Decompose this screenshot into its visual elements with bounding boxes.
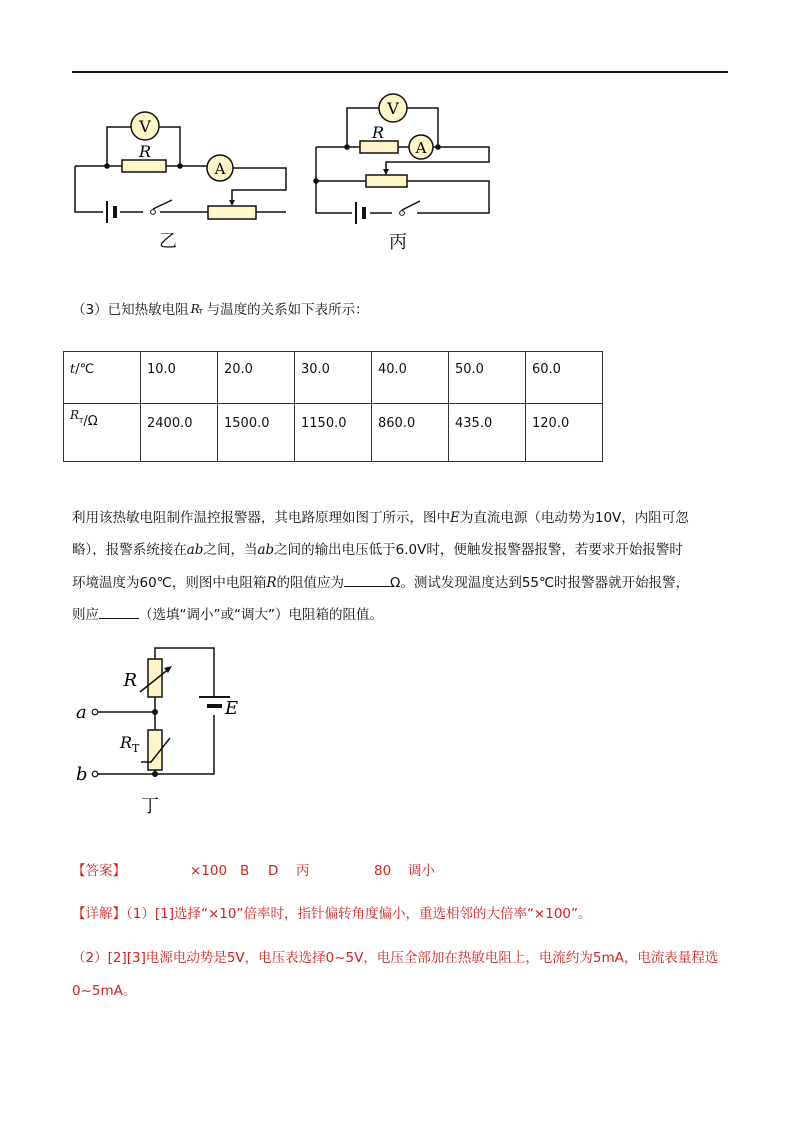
rheostat-bing-slider <box>383 169 389 175</box>
text-span: 略），报警系统接在 <box>72 542 187 558</box>
question3-intro-suffix: 与温度的关系如下表所示： <box>206 302 369 318</box>
rheostat-yi-slider <box>229 200 235 206</box>
table-cell: 60.0 <box>526 352 603 404</box>
temp-symbol: t <box>70 362 76 377</box>
detail-label: 【详解】 <box>72 906 126 922</box>
table-row2-header <box>64 404 141 462</box>
answer-item: B <box>240 863 250 879</box>
text-span: E <box>450 510 460 526</box>
text-span: 的阻值应为 <box>276 575 345 591</box>
table-cell: 20.0 <box>218 352 295 404</box>
detail-text: （2）[2][3]电源电动势是5V，电压表选择0~5V，电压全部加在热敏电阻上，电流约为5mA，电流表量程选 <box>72 950 719 966</box>
paragraph-line-2 <box>72 542 683 560</box>
question3-intro-sub: T <box>198 308 203 316</box>
text-span: 则应 <box>72 607 99 623</box>
text-span: Ω。测试发现温度达到55℃时报警器就开始报警， <box>390 575 690 591</box>
table-row <box>64 404 603 462</box>
table-cell: 2400.0 <box>141 404 218 462</box>
paragraph-line-4 <box>72 606 383 625</box>
table-cell: 30.0 <box>295 352 372 404</box>
resistance-symbol: R <box>70 408 80 422</box>
question3-intro-prefix: （3）已知热敏电阻 <box>72 302 189 318</box>
table-cell: 120.0 <box>526 404 603 462</box>
answer-item: ×100 <box>190 863 228 879</box>
ammeter-bing-label: A <box>415 139 427 157</box>
table-row1-header <box>64 352 141 404</box>
table-cell: 860.0 <box>372 404 449 462</box>
rheostat-bing <box>366 175 407 187</box>
figure-ding-caption: 丁 <box>141 796 159 817</box>
resistance-box-ding-label: R <box>123 670 137 691</box>
emf-label: E <box>225 698 239 719</box>
terminal-b <box>92 771 98 777</box>
figure-yi-caption: 乙 <box>159 231 177 252</box>
resistance-unit: /Ω <box>83 414 98 429</box>
detail-text: （1）[1]选择“×10”倍率时，指针偏转角度偏小，重选相邻的大倍率“×100”。 <box>126 906 592 922</box>
answer-blank <box>344 574 390 587</box>
terminal-b-label: b <box>76 764 88 785</box>
resistance-box-ding <box>148 659 162 697</box>
table-cell: 1500.0 <box>218 404 295 462</box>
answer-item: 丙 <box>296 863 310 879</box>
answer-label: 【答案】 <box>72 863 126 879</box>
text-span: ab <box>257 542 275 558</box>
thermistor-ding-label: R <box>120 733 133 752</box>
voltmeter-bing-label: V <box>387 99 399 118</box>
text-span: 环境温度为60℃，则图中电阻箱 <box>72 575 267 591</box>
voltmeter-yi-label: V <box>139 117 151 136</box>
detail-line-1 <box>72 906 592 924</box>
temp-unit: /℃ <box>75 362 95 377</box>
question3-intro <box>72 302 369 320</box>
text-span: 为直流电源（电动势为10V，内阻可忽 <box>459 510 689 526</box>
detail-line-2 <box>72 950 718 968</box>
rheostat-yi <box>208 206 256 219</box>
answer-blank <box>99 606 139 619</box>
resistor-bing-label: R <box>371 123 385 142</box>
detail-text: 0~5mA。 <box>72 983 137 999</box>
figure-bing-caption: 丙 <box>389 232 407 253</box>
text-span: 之间的输出电压低于6.0V时，便触发报警器报警，若要求开始报警时 <box>274 542 683 558</box>
text-span: R <box>266 575 277 591</box>
resistor-yi-label: R <box>138 142 152 161</box>
resistance-sub: T <box>79 417 84 425</box>
text-span: ab <box>186 542 204 558</box>
resistor-yi <box>122 160 166 172</box>
text-span: 之间，当 <box>203 542 258 558</box>
detail-line-3 <box>72 983 136 1001</box>
table-row <box>64 352 603 404</box>
table-cell: 40.0 <box>372 352 449 404</box>
ammeter-yi-label: A <box>214 160 226 178</box>
paragraph-line-3 <box>72 574 689 593</box>
table-cell: 435.0 <box>449 404 526 462</box>
circuit-bing <box>316 108 489 213</box>
table-cell: 50.0 <box>449 352 526 404</box>
terminal-a <box>92 709 98 715</box>
text-span: 利用该热敏电阻制作温控报警器，其电路原理如图丁所示，图中 <box>72 510 450 526</box>
answer-item: 调小 <box>408 863 435 879</box>
table-cell: 10.0 <box>141 352 218 404</box>
answer-line <box>72 863 435 881</box>
thermistor-table <box>63 351 603 462</box>
paragraph-line-1 <box>72 510 689 528</box>
resistor-bing <box>360 141 398 153</box>
circuit-yi <box>75 127 286 212</box>
answer-item: 80 <box>374 863 392 879</box>
question3-intro-symbol: R <box>190 302 200 316</box>
text-span: （选填“调小”或“调大”）电阻箱的阻值。 <box>139 607 383 623</box>
answer-item: D <box>268 863 279 879</box>
terminal-a-label: a <box>76 702 87 723</box>
table-cell: 1150.0 <box>295 404 372 462</box>
thermistor-ding-sub: T <box>132 742 140 755</box>
